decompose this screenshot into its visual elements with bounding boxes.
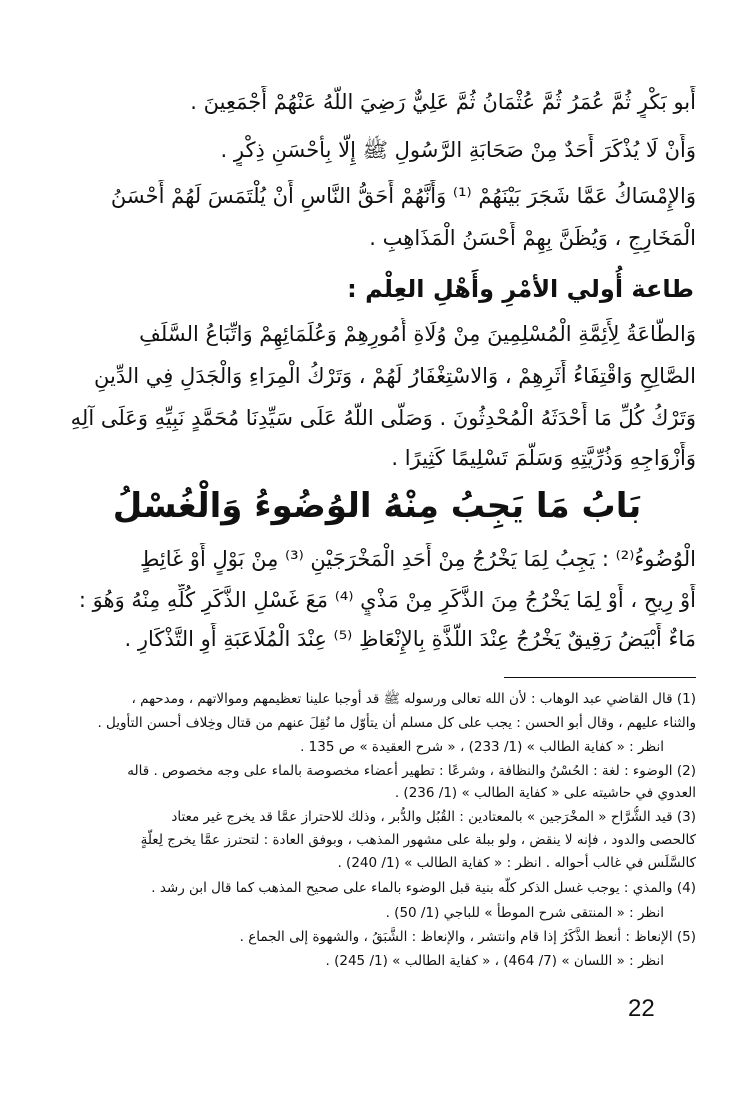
body-line-2: وَأَنْ لَا يُذْكَرَ أَحَدٌ مِنْ صَحَابَةِ الرَّسُولِ ﷺ إِلَّا بِأَحْسَنِ ذِكْرٍ . (220, 138, 696, 162)
chapter-line-2: أَوْ رِيحٍ ، أَوْ لِمَا يَخْرُجُ مِنَ الذَّكَرِ مِنْ مَذْيٍ ⁽⁴⁾ مَعَ غَسْلِ الذَّكَرِ كُلِّهِ مِنْهُ وَهُوَ : (78, 588, 696, 612)
footnote-line: (5) الإنعاظ : أنعظ الذَّكَرُ إذا قام وانتشر ، والإنعاظ : الشَّبَقُ ، والشهوة إلى الجماع . (239, 929, 696, 945)
footnote-line: انظر : « اللسان » (7/ 464) ، « كفاية الطالب » (1/ 245) . (325, 953, 664, 969)
page-number: 22 (628, 995, 655, 1022)
footnote-line: انظر : « كفاية الطالب » (1/ 233) ، « شرح العقيدة » ص 135 . (300, 739, 664, 755)
footnote-line: والثناء عليهم ، وقال أبو الحسن : يجب على كل مسلم أن يتأوّل ما نُقِلَ عنهم من قتال وخِلاف أحسن التأويل . (97, 715, 696, 731)
body-line-1: أَبو بَكْرٍ ثُمَّ عُمَرُ ثُمَّ عُثْمَانُ ثُمَّ عَلِيٌّ رَضِيَ اللَّهُ عَنْهُمْ أَجْمَعِينَ . (190, 90, 696, 114)
body-line-3: وَالإِمْسَاكُ عَمَّا شَجَرَ بَيْنَهُمْ ⁽¹⁾ وَأَنَّهُمْ أَحَقُّ النَّاسِ أَنْ يُلْتَمَسَ لَهُمْ أَحْسَنُ (110, 184, 696, 208)
chapter-line-1: الْوُضُوءُ⁽²⁾ : يَجِبُ لِمَا يَخْرُجُ مِنْ أَحَدِ الْمَخْرَجَيْنِ ⁽³⁾ مِنْ بَوْلٍ أَوْ غَائِطٍ (139, 547, 696, 571)
footnote-separator (504, 677, 696, 678)
section-heading: طاعة أُولي الأمْرِ وأَهْلِ العِلْم : (347, 275, 694, 303)
footnote-line: (3) قيد الشُّرَّاح « المخْرَجين » بالمعتادين : القُبُل والدُّبر ، وذلك للاحتراز عمَّا قد يخرج غير معتاد (171, 809, 696, 825)
chapter-heading: بَابُ مَا يَجِبُ مِنْهُ الوُضُوءُ وَالْغُسْلُ (112, 486, 642, 526)
section-line-3: وَتَرْكُ كُلِّ مَا أَحْدَثَهُ الْمُحْدِثُونَ . وَصَلَّى اللَّهُ عَلَى سَيِّدِنَا مُحَمَّدٍ نَبِيِّهِ وَعَلَى آلِهِ (70, 406, 696, 430)
footnote-line: انظر : « المنتقى شرح الموطأ » للباجي (1/ 50) . (385, 905, 664, 921)
section-line-1: وَالطَّاعَةُ لِأَئِمَّةِ الْمُسْلِمِينَ مِنْ وُلَاةِ أُمُورِهِمْ وَعُلَمَائِهِمْ وَاتِّبَاعُ السَّلَفِ (139, 322, 696, 346)
footnote-line: (2) الوضوء : لغة : الحُسْنُ والنظافة ، وشرعًا : تطهير أعضاء مخصوصة بالماء على وجه مخصوص . قاله (127, 763, 696, 779)
body-line-4: الْمَخَارِجِ ، وَيُظَنَّ بِهِمْ أَحْسَنُ الْمَذَاهِبِ . (369, 226, 696, 250)
chapter-line-3: مَاءٌ أَبْيَضُ رَقِيقٌ يَخْرُجُ عِنْدَ اللَّذَّةِ بِالإِنْعَاظِ ⁽⁵⁾ عِنْدَ الْمُلَاعَبَةِ أَوِ التَّذْكَارِ . (124, 627, 696, 651)
footnote-line: العدوي في حاشيته على « كفاية الطالب » (1/ 236) . (394, 785, 696, 801)
footnote-line: (4) والمذي : يوجب غسل الذكر كلّه بنية قبل الوضوء بالماء على صحيح المذهب كما قال ابن رشد . (151, 880, 696, 896)
section-line-4: وَأَزْوَاجِهِ وَذُرِّيَّتِهِ وَسَلَّمَ تَسْلِيمًا كَثِيرًا . (391, 446, 696, 470)
footnote-line: كالسَّلَس في غالب أحواله . انظر : « كفاية الطالب » (1/ 240) . (337, 855, 696, 871)
footnote-line: (1) قال القاضي عبد الوهاب : لأن الله تعالى ورسوله ﷺ قد أوجبا علينا تعظيمهم وموالاتهم ، ومدحهم ، (131, 691, 696, 707)
section-line-2: الصَّالِحِ وَاقْتِفَاءُ أَثَرِهِمْ ، وَالاسْتِغْفَارُ لَهُمْ ، وَتَرْكُ الْمِرَاءِ وَالْجَدَلِ فِي الدِّينِ (94, 364, 696, 388)
footnote-line: كالحصى والدود ، فإنه لا ينقض ، ولو ببلة على مشهور المذهب ، وبوفق العادة : لتحترز عمَّا يخرج لِعلَّةٍ (140, 832, 696, 848)
